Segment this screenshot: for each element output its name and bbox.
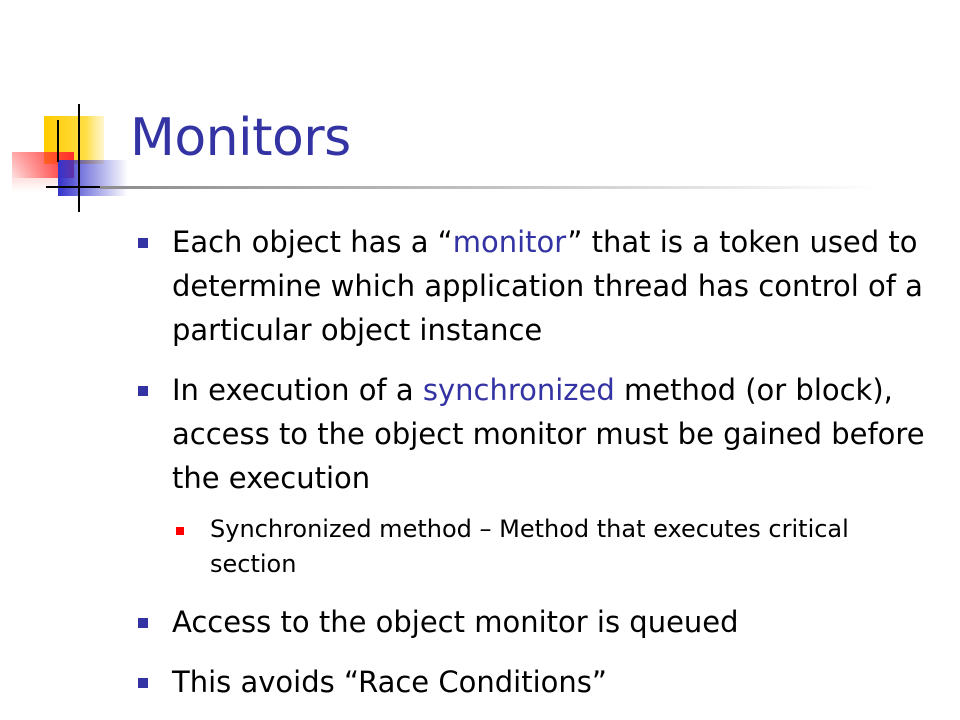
text-span: Each object has a “ [172, 225, 453, 259]
bullet-text: Access to the object monitor is queued [172, 605, 739, 639]
sub-bullet-text: Synchronized method – Method that executes critical section [210, 515, 849, 578]
bullet-item-2 [134, 368, 934, 500]
highlight-term: monitor [452, 225, 568, 259]
text-span: method (or block), access to the object monitor must be gained before the execution [172, 373, 925, 495]
slide-logo-decoration [0, 0, 140, 230]
title-underline [100, 186, 880, 189]
bullet-item-3 [134, 600, 934, 644]
bullet-text [172, 373, 925, 495]
square-bullet-icon [138, 386, 148, 396]
highlight-term: synchronized [422, 373, 615, 407]
bullet-text: This avoids “Race Conditions” [172, 665, 607, 699]
bullet-list [134, 220, 934, 720]
square-bullet-icon [138, 618, 148, 628]
text-span: ” that is a token used to determine which application thread has control of a particular object instance [172, 225, 923, 347]
bullet-text [172, 225, 923, 347]
square-bullet-icon [138, 238, 148, 248]
bullet-item-1 [134, 220, 934, 352]
square-bullet-icon [138, 678, 148, 688]
text-span: In execution of a [172, 373, 423, 407]
bullet-item-4 [134, 660, 934, 704]
sub-bullet-item [172, 512, 934, 582]
slide-title: Monitors [130, 108, 351, 168]
square-bullet-icon [176, 527, 184, 535]
